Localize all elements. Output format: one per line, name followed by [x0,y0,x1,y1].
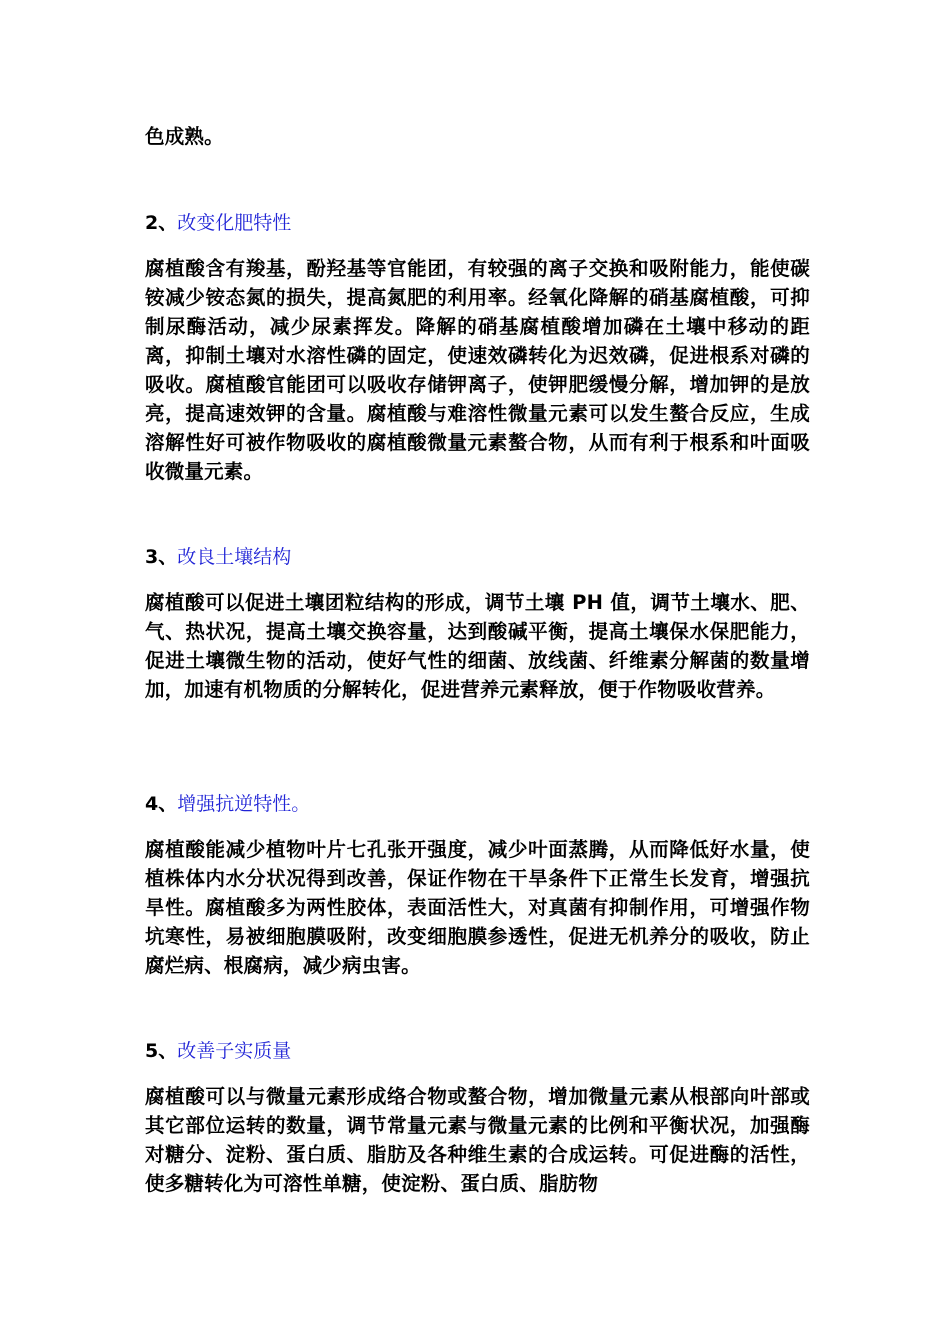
section-number: 4、 [145,793,178,815]
section-heading-5 [145,1037,291,1066]
lead-paragraph: 色成熟。 [145,125,224,148]
section-heading-2 [145,209,291,238]
section-title: 改变化肥特性 [177,212,292,234]
section-body-5: 腐植酸可以与微量元素形成络合物或螯合物，增加微量元素从根部向叶部或其它部位运转的数量，调节常量元素与微量元素的比例和平衡状况，加强酶对糖分、淀粉、蛋白质、脂肪及各种维生素的合成运转。可促进酶的活性，使多糖转化为可溶性单糖，使淀粉、蛋白质、脂肪物 [145,1085,810,1195]
section-number: 5、 [145,1040,178,1062]
section-title: 改善子实质量 [177,1040,292,1062]
section-title: 增强抗逆特性。 [177,793,311,815]
section-number: 2、 [145,212,178,234]
section-number: 3、 [145,546,178,568]
section-body-4: 腐植酸能减少植物叶片七孔张开强度，减少叶面蒸腾，从而降低好水量，使植株体内水分状况得到改善，保证作物在干旱条件下正常生长发育，增强抗旱性。腐植酸多为两性胶体，表面活性大，对真菌有抑制作用，可增强作物坑寒性，易被细胞膜吸附，改变细胞膜参透性，促进无机养分的吸收，防止腐烂病、根腐病，减少病虫害。 [145,838,810,977]
section-body-3: 腐植酸可以促进土壤团粒结构的形成，调节土壤 PH 值，调节土壤水、肥、气、热状况，提高土壤交换容量，达到酸碱平衡，提高土壤保水保肥能力，促进土壤微生物的活动，使好气性的细菌、放线菌、纤维素分解菌的数量增加，加速有机物质的分解转化，促进营养元素释放，便于作物吸收营养。 [145,591,810,701]
section-heading-4 [145,790,310,819]
section-heading-3 [145,543,291,572]
section-title: 改良土壤结构 [177,546,292,568]
section-body-2: 腐植酸含有羧基，酚羟基等官能团，有较强的离子交换和吸附能力，能使碳铵减少铵态氮的损失，提高氮肥的利用率。经氧化降解的硝基腐植酸，可抑制尿酶活动，减少尿素挥发。降解的硝基腐植酸增加磷在土壤中移动的距离，抑制土壤对水溶性磷的固定，使速效磷转化为迟效磷，促进根系对磷的吸收。腐植酸官能团可以吸收存储钾离子，使钾肥缓慢分解，增加钾的是放亮，提高速效钾的含量。腐植酸与难溶性微量元素可以发生螯合反应，生成溶解性好可被作物吸收的腐植酸微量元素螯合物，从而有利于根系和叶面吸收微量元素。 [145,257,810,483]
